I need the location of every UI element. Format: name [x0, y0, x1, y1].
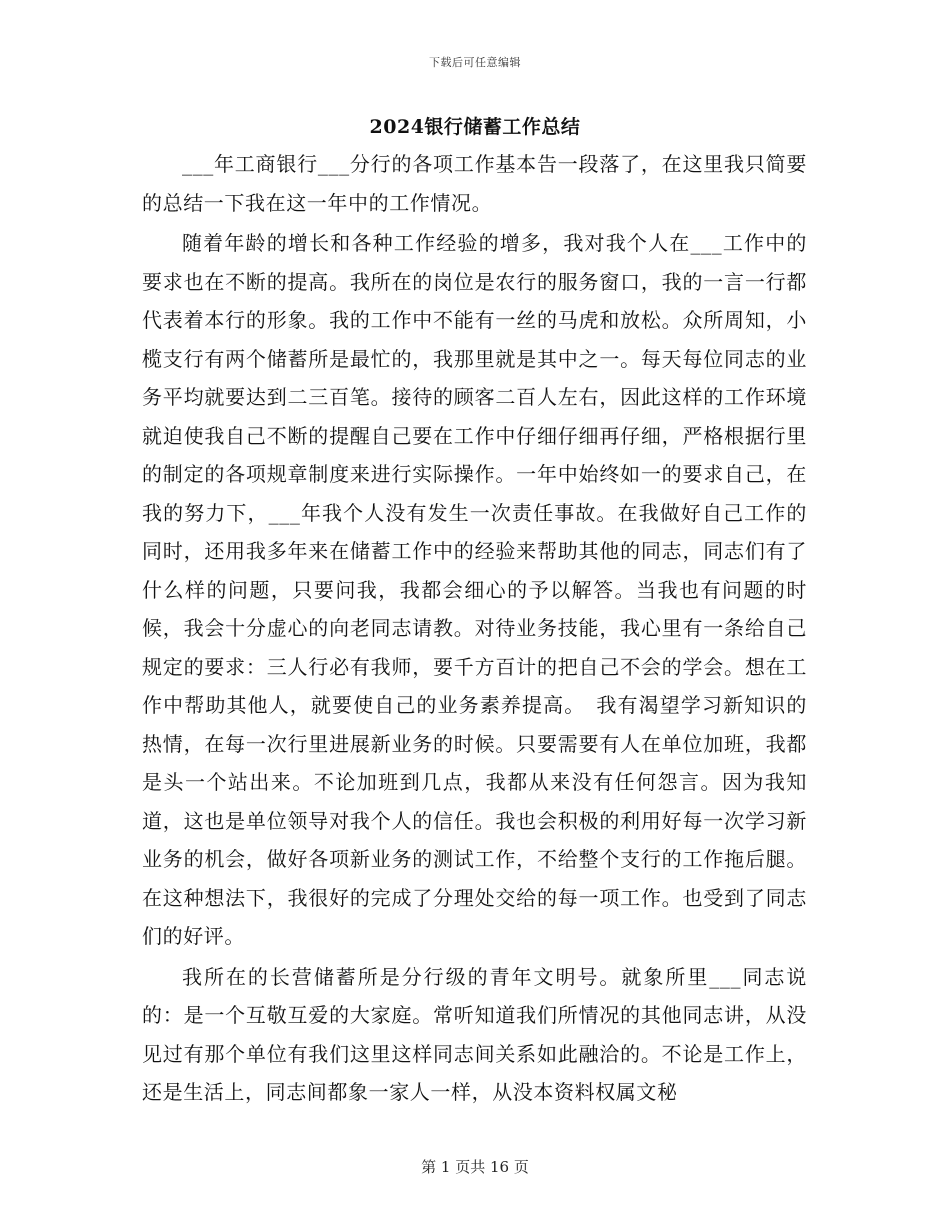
document-title: 2024银行储蓄工作总结	[369, 116, 581, 138]
page-footer: 第 1 页共 16 页	[421, 1158, 529, 1176]
paragraph-3: 我所在的长营储蓄所是分行级的青年文明号。就象所里___同志说的：是一个互敬互爱的大家庭。常听知道我们所情况的其他同志讲，从没见过有那个单位有我们这里这样同志间关系如此融洽的。不论是工作上，还是生活上，同志间都象一家人一样，从没本资料权属文秘	[142, 964, 807, 1104]
header-note: 下载后可任意编辑	[429, 56, 521, 69]
document-body	[142, 145, 807, 1112]
paragraph-2: 随着年龄的增长和各种工作经验的增多，我对我个人在___工作中的要求也在不断的提高。我所在的岗位是农行的服务窗口，我的一言一行都代表着本行的形象。我的工作中不能有一丝的马虎和放松。众所周知，小榄支行有两个储蓄所是最忙的，我那里就是其中之一。每天每位同志的业务平均就要达到二三百笔。接待的顾客二百人左右，因此这样的工作环境就迫使我自己不断的提醒自己要在工作中仔细仔细再仔细，严格根据行里的制定的各项规章制度来进行实际操作。一年中始终如一的要求自己，在我的努力下，___年我个人没有发生一次责任事故。在我做好自己工作的同时，还用我多年来在储蓄工作中的经验来帮助其他的同志，同志们有了什么样的问题，只要问我，我都会细心的予以解答。当我也有问题的时候，我会十分虚心的向老同志请教。对待业务技能，我心里有一条给自己规定的要求：三人行必有我师，要千方百计的把自己不会的学会。想在工作中帮助其他人，就要使自己的业务素养提高。 我有渴望学习新知识的热情，在每一次行里进展新业务的时候。只要需要有人在单位加班，我都是头一个站出来。不论加班到几点，我都从来没有任何怨言。因为我知道，这也是单位领导对我个人的信任。我也会积极的利用好每一次学习新业务的机会，做好各项新业务的测试工作，不给整个支行的工作拖后腿。在这种想法下，我很好的完成了分理处交给的每一项工作。也受到了同志们的好评。	[142, 231, 807, 948]
paragraph-1: ___年工商银行___分行的各项工作基本告一段落了，在这里我只简要的总结一下我在这一年中的工作情况。	[142, 152, 807, 215]
